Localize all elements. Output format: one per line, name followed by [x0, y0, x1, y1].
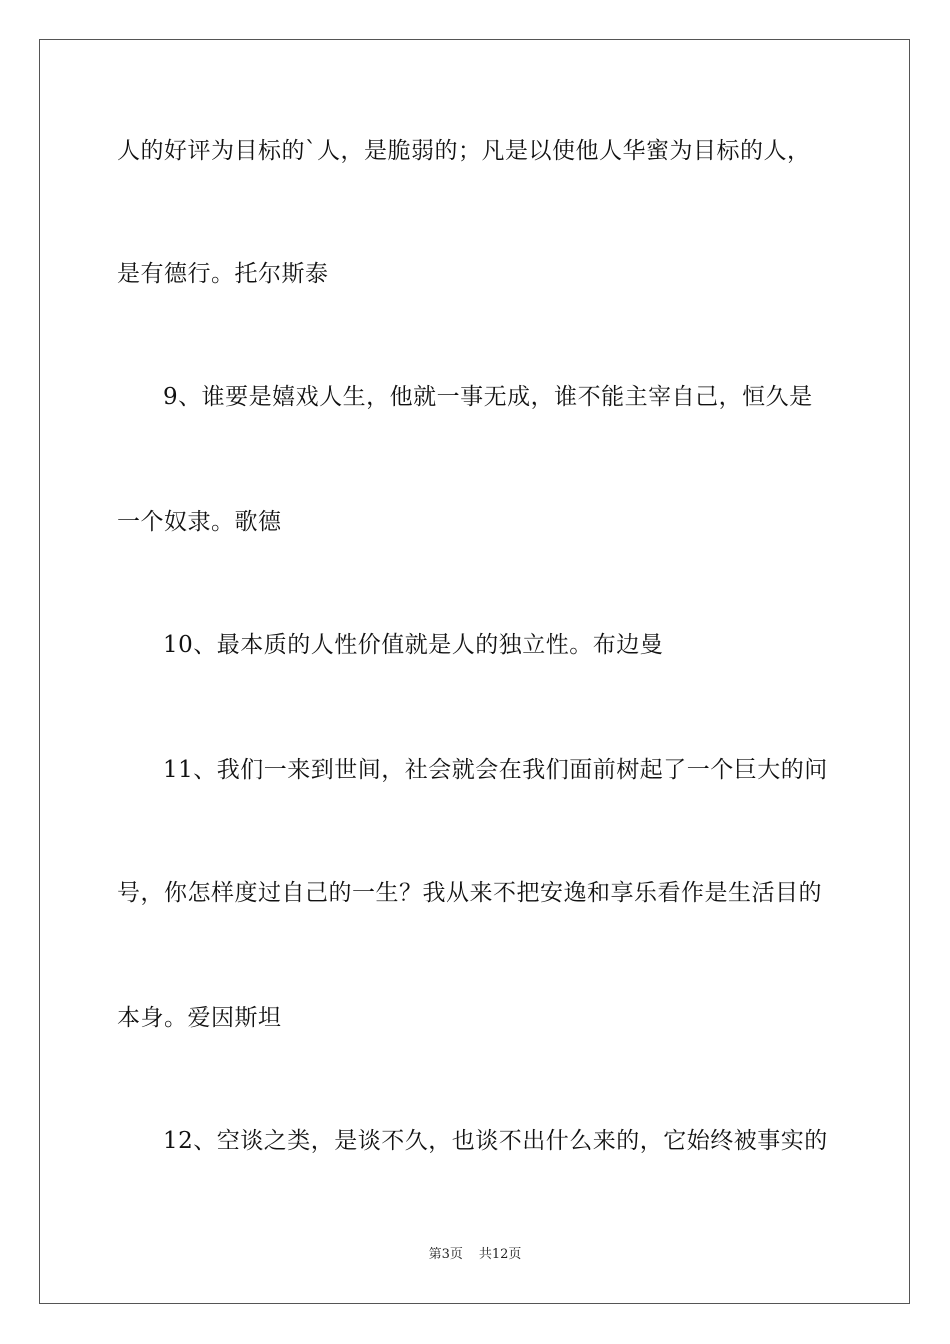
- body-text-line: 人的好评为目标的`人，是脆弱的；凡是以使他人华蜜为目标的人，: [117, 138, 811, 164]
- page-footer: [0, 1246, 950, 1264]
- body-text-line: 10、最本质的人性价值就是人的独立性。布边曼: [163, 632, 664, 658]
- body-text-line: 12、空谈之类，是谈不久，也谈不出什么来的，它始终被事实的: [163, 1128, 828, 1154]
- page-border: [39, 39, 910, 1304]
- body-text-line: 11、我们一来到世间，社会就会在我们面前树起了一个巨大的问: [163, 757, 828, 783]
- body-text-line: 本身。爱因斯坦: [117, 1005, 282, 1031]
- body-text-line: 号，你怎样度过自己的一生？我从来不把安逸和享乐看作是生活目的: [117, 880, 822, 906]
- total-pages: 共12页: [478, 1247, 522, 1262]
- body-text-line: 9、谁要是嬉戏人生，他就一事无成，谁不能主宰自己，恒久是: [163, 384, 813, 410]
- page-number: 第3页: [428, 1247, 463, 1262]
- body-text-line: 是有德行。托尔斯泰: [117, 261, 329, 287]
- body-text-line: 一个奴隶。歌德: [117, 509, 282, 535]
